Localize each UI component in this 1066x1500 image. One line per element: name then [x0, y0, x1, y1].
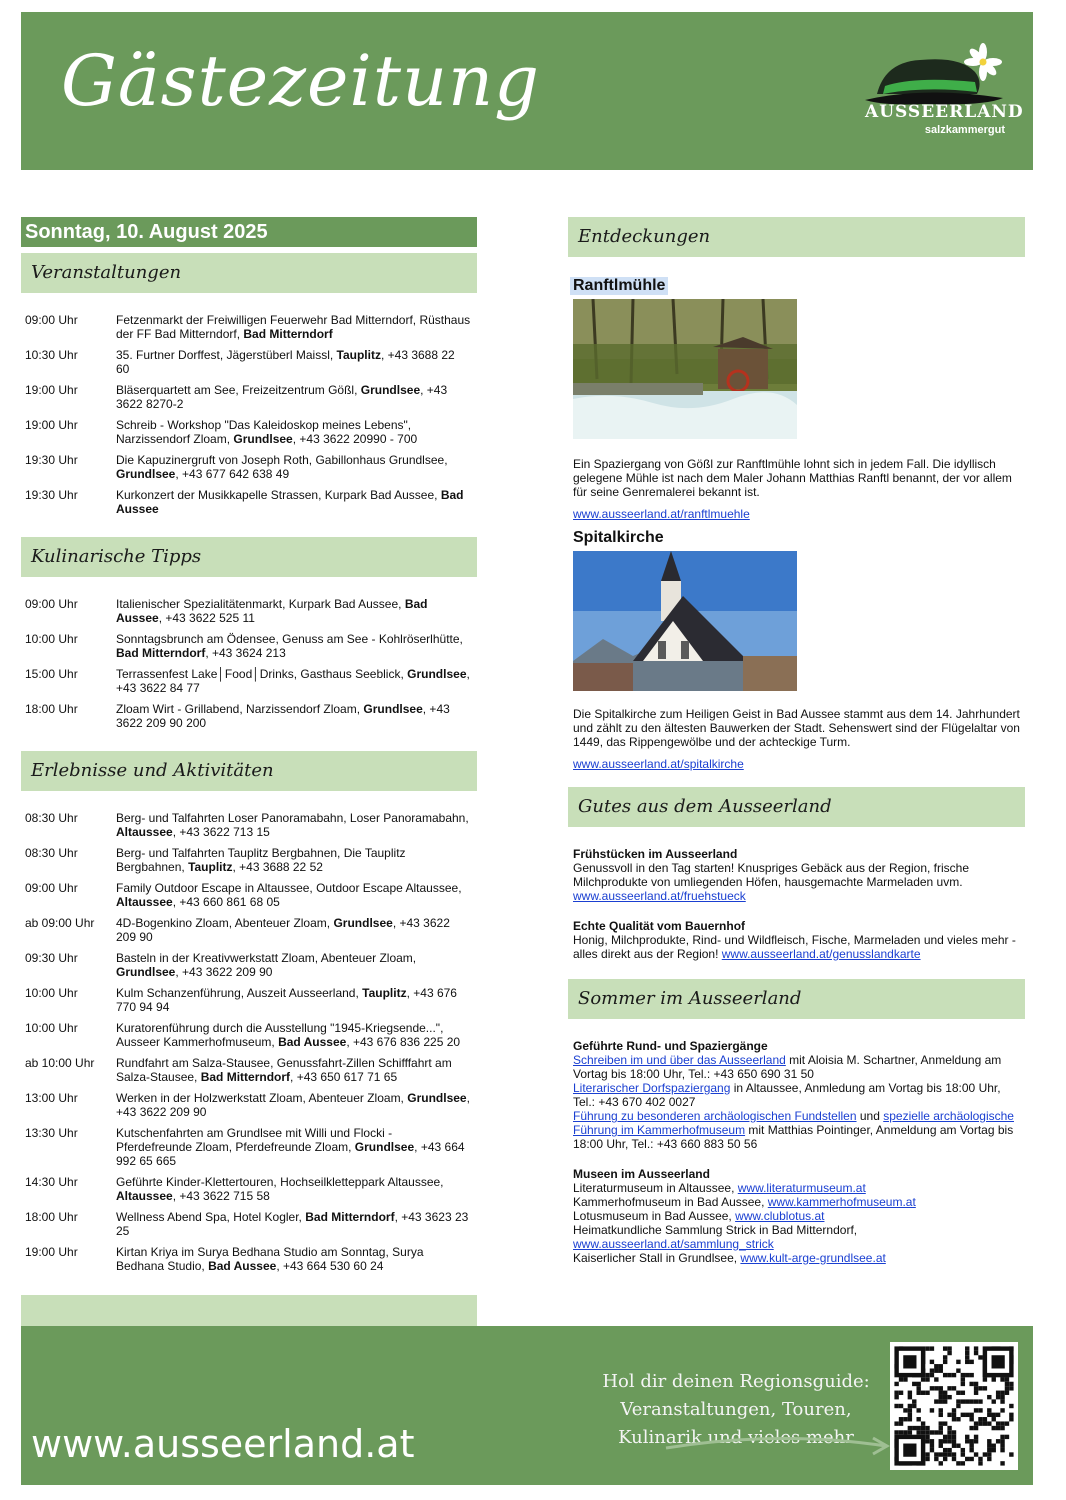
event-row: 13:30 Uhr Kutschenfahrten am Grundlsee mit Willi und Flocki - Pferdefreunde Zloam, Pferdefreunde Zloam, Grundlsee, +43 664 992 65 665	[25, 1126, 465, 1168]
fruehstueck-link[interactable]: www.ausseerland.at/fruehstueck	[573, 889, 746, 903]
event-row: 09:00 Uhr Italienischer Spezialitätenmarkt, Kurpark Bad Aussee, Bad Aussee, +43 3622 525 11	[25, 597, 428, 625]
event-row: 09:00 Uhr Family Outdoor Escape in Altaussee, Outdoor Escape Altaussee, Altaussee, +43 660 861 68 05	[25, 881, 462, 909]
ranftlmuehle-title: Ranftlmühle	[570, 277, 668, 295]
spitalkirche-title: Spitalkirche	[573, 529, 664, 546]
event-row: 10:00 Uhr Kuratorenführung durch die Ausstellung "1945-Kriegsende...", Ausseer Kammerhofmuseum, Bad Aussee, +43 676 836 225 20	[25, 1021, 461, 1049]
event-row: 18:00 Uhr Wellness Abend Spa, Hotel Kogler, Bad Mitterndorf, +43 3623 23 25	[25, 1210, 469, 1238]
kult-arge-link[interactable]: www.kult-arge-grundlsee.at	[740, 1251, 886, 1265]
event-row: 19:00 Uhr Kirtan Kriya im Surya Bedhana Studio am Sonntag, Surya Bedhana Studio, Bad Aussee, +43 664 530 60 24	[25, 1245, 424, 1273]
event-row: 10:30 Uhr 35. Furtner Dorffest, Jägerstüberl Maissl, Tauplitz, +43 3688 22 60	[25, 348, 455, 376]
tour-link-fundstellen[interactable]: Führung zu besonderen archäologischen Fundstellen	[573, 1109, 857, 1123]
clublotus-link[interactable]: www.clublotus.at	[735, 1209, 825, 1223]
event-row: 10:00 Uhr Sonntagsbrunch am Ödensee, Genuss am See - Kohlröserlhütte, Bad Mitterndorf, +43 3624 213	[25, 632, 463, 660]
event-row: 19:30 Uhr Die Kapuzinergruft von Joseph Roth, Gabillonhaus Grundlsee, Grundlsee, +43 677 642 638 49	[25, 453, 448, 481]
event-row: 08:30 Uhr Berg- und Talfahrten Loser Panoramabahn, Loser Panoramabahn, Altaussee, +43 3622 713 15	[25, 811, 469, 839]
event-row: 09:00 Uhr Fetzenmarkt der Freiwilligen Feuerwehr Bad Mitterndorf, Rüsthaus der FF Bad Mitterndorf, Bad Mitterndorf	[25, 313, 471, 341]
event-row: 19:00 Uhr Schreib - Workshop "Das Kaleidoskop meines Lebens", Narzissendorf Zloam, Grundlsee, +43 3622 20990 - 700	[25, 418, 418, 446]
event-row: 15:00 Uhr Terrassenfest Lake│Food│Drinks, Gasthaus Seeblick, Grundlsee, +43 3622 84 77	[25, 667, 470, 695]
event-row: ab 09:00 Uhr 4D-Bogenkino Zloam, Abenteuer Zloam, Grundlsee, +43 3622 209 90	[25, 916, 450, 944]
event-list-erlebnisse	[21, 791, 477, 1294]
spitalkirche-description: Die Spitalkirche zum Heiligen Geist in Bad Aussee stammt aus dem 14. Jahrhundert und zählt zu den ältesten Bauwerken der Stadt. Sehenswert sind der Flügelaltar von 1449, das Rippengewölbe und der achteckige Turm.	[573, 707, 1020, 749]
ranftlmuehle-link[interactable]: www.ausseerland.at/ranftlmuehle	[573, 507, 750, 521]
event-list-kulinarik	[21, 577, 477, 751]
footer-banner	[21, 1326, 1033, 1485]
event-row: 19:00 Uhr Bläserquartett am See, Freizeitzentrum Gößl, Grundlsee, +43 3622 8270-2	[25, 383, 448, 411]
logo-wordmark: AUSSEERLAND	[865, 102, 1024, 122]
events-column	[21, 217, 477, 1294]
bauernhof-text: Honig, Milchprodukte, Rind- und Wildfleisch, Fische, Marmeladen und vieles mehr - alles direkt aus der Region! www.ausseerland.at/genusslandkarte	[573, 933, 1016, 961]
tour-link-kammerhof[interactable]: spezielle archäologische Führung im Kammerhofmuseum	[573, 1109, 1014, 1137]
section-heading-veranstaltungen: Veranstaltungen	[21, 253, 477, 293]
fruehstueck-text: Genussvoll in den Tag starten! Knuspriges Gebäck aus der Region, frische Milchprodukte von umliegenden Höfen, hausgemachte Marmeladen uvm. www.ausseerland.at/fruehstueck	[573, 861, 969, 903]
kammerhofmuseum-link[interactable]: www.kammerhofmuseum.at	[767, 1195, 916, 1209]
event-row: 08:30 Uhr Berg- und Talfahrten Tauplitz Bergbahnen, Die Tauplitz Bergbahnen, Tauplitz, +43 3688 22 52	[25, 846, 406, 874]
event-row: 19:30 Uhr Kurkonzert der Musikkapelle Strassen, Kurpark Bad Aussee, Bad Aussee	[25, 488, 464, 516]
section-heading-erlebnisse: Erlebnisse und Aktivitäten	[21, 751, 477, 791]
date-heading: Sonntag, 10. August 2025	[21, 217, 477, 247]
fruehstueck-title: Frühstücken im Ausseerland	[573, 847, 738, 861]
arrow-icon	[661, 1428, 901, 1458]
info-column	[568, 217, 1025, 1265]
section-heading-kulinarische-tipps: Kulinarische Tipps	[21, 537, 477, 577]
bauernhof-title: Echte Qualität vom Bauernhof	[573, 919, 746, 933]
ranftlmuehle-description: Ein Spaziergang von Gößl zur Ranftlmühle lohnt sich in jedem Fall. Die idyllisch gelegene Mühle ist nach dem Maler Johann Matthias Ranftl benannt, der vor allem für seine Genremalerei bekannt ist.	[573, 457, 1012, 499]
event-row: ab 10:00 Uhr Rundfahrt am Salza-Stausee, Genussfahrt-Zillen Schifffahrt am Salza-Stausee, Bad Mitterndorf, +43 650 617 71 65	[25, 1056, 452, 1084]
regionsguide-promo: Hol dir deinen Regionsguide: Veranstaltungen, Touren, Kulinarik und vieles mehr	[602, 1371, 870, 1448]
museums-list: Literaturmuseum in Altaussee, www.literaturmuseum.at Kammerhofmuseum in Bad Aussee, www.kammerhofmuseum.at Lotusmuseum in Bad Aussee, www.clublotus.at Heimatkundliche Sammlung Strick in Bad Mitterndorf, www.ausseerland.at/sammlung_strick Kaiserlicher Stall in Grundlsee, www.kult-arge-grundlsee.at	[573, 1181, 916, 1265]
literaturmuseum-link[interactable]: www.literaturmuseum.at	[737, 1181, 866, 1195]
ausseerland-logo[interactable]	[865, 42, 1024, 142]
sammlung-strick-link[interactable]: www.ausseerland.at/sammlung_strick	[573, 1237, 774, 1251]
tours-list: Schreiben im und über das Ausseerland mit Aloisia M. Schartner, Anmeldung am Vortag bis 18:00 Uhr, Tel.: +43 650 690 31 50 Literarischer Dorfspaziergang in Altaussee, Anmledung am Vortag bis 18:00 Uhr, Tel.: +43 670 402 0027 Führung zu besonderen archäologischen Fundstellen und spezielle archäologische Führung im Kammerhofmuseum mit Matthias Pointinger, Anmeldung am Vortag bis 18:00 Uhr, Tel.: +43 660 883 50 56	[573, 1053, 1014, 1151]
genusslandkarte-link[interactable]: www.ausseerland.at/genusslandkarte	[721, 947, 921, 961]
tour-link-schreiben[interactable]: Schreiben im und über das Ausseerland	[573, 1053, 786, 1067]
event-row: 10:00 Uhr Kulm Schanzenführung, Auszeit Ausseerland, Tauplitz, +43 676 770 94 94	[25, 986, 457, 1014]
ranftlmuehle-photo	[573, 299, 797, 439]
event-row: 09:30 Uhr Basteln in der Kreativwerkstatt Zloam, Abenteuer Zloam, Grundlsee, +43 3622 209 90	[25, 951, 417, 979]
section-heading-entdeckungen: Entdeckungen	[568, 217, 1025, 257]
tour-link-dorfspaziergang[interactable]: Literarischer Dorfspaziergang	[573, 1081, 731, 1095]
museums-title: Museen im Ausseerland	[573, 1167, 710, 1181]
section-heading-sommer: Sommer im Ausseerland	[568, 979, 1025, 1019]
spitalkirche-photo	[573, 551, 797, 691]
tours-title: Geführte Rund- und Spaziergänge	[573, 1039, 768, 1053]
event-row: 18:00 Uhr Zloam Wirt - Grillabend, Narzissendorf Zloam, Grundlsee, +43 3622 209 90 200	[25, 702, 450, 730]
event-row: 13:00 Uhr Werken in der Holzwerkstatt Zloam, Abenteuer Zloam, Grundlsee, +43 3622 209 90	[25, 1091, 470, 1119]
event-list-veranstaltungen	[21, 293, 477, 537]
header-banner	[21, 12, 1033, 170]
section-heading-gutes: Gutes aus dem Ausseerland	[568, 787, 1025, 827]
masthead-title: Gästezeitung	[61, 40, 540, 122]
left-column-footer-bar	[21, 1295, 477, 1327]
spitalkirche-link[interactable]: www.ausseerland.at/spitalkirche	[573, 757, 744, 771]
logo-subtitle: salzkammergut	[924, 124, 1005, 136]
footer-url[interactable]: www.ausseerland.at	[31, 1422, 415, 1466]
qr-code-icon[interactable]	[890, 1342, 1018, 1470]
event-row: 14:30 Uhr Geführte Kinder-Klettertouren, Hochseilklettерpark Altaussee, Altaussee, +43 3622 715 58	[25, 1175, 444, 1203]
